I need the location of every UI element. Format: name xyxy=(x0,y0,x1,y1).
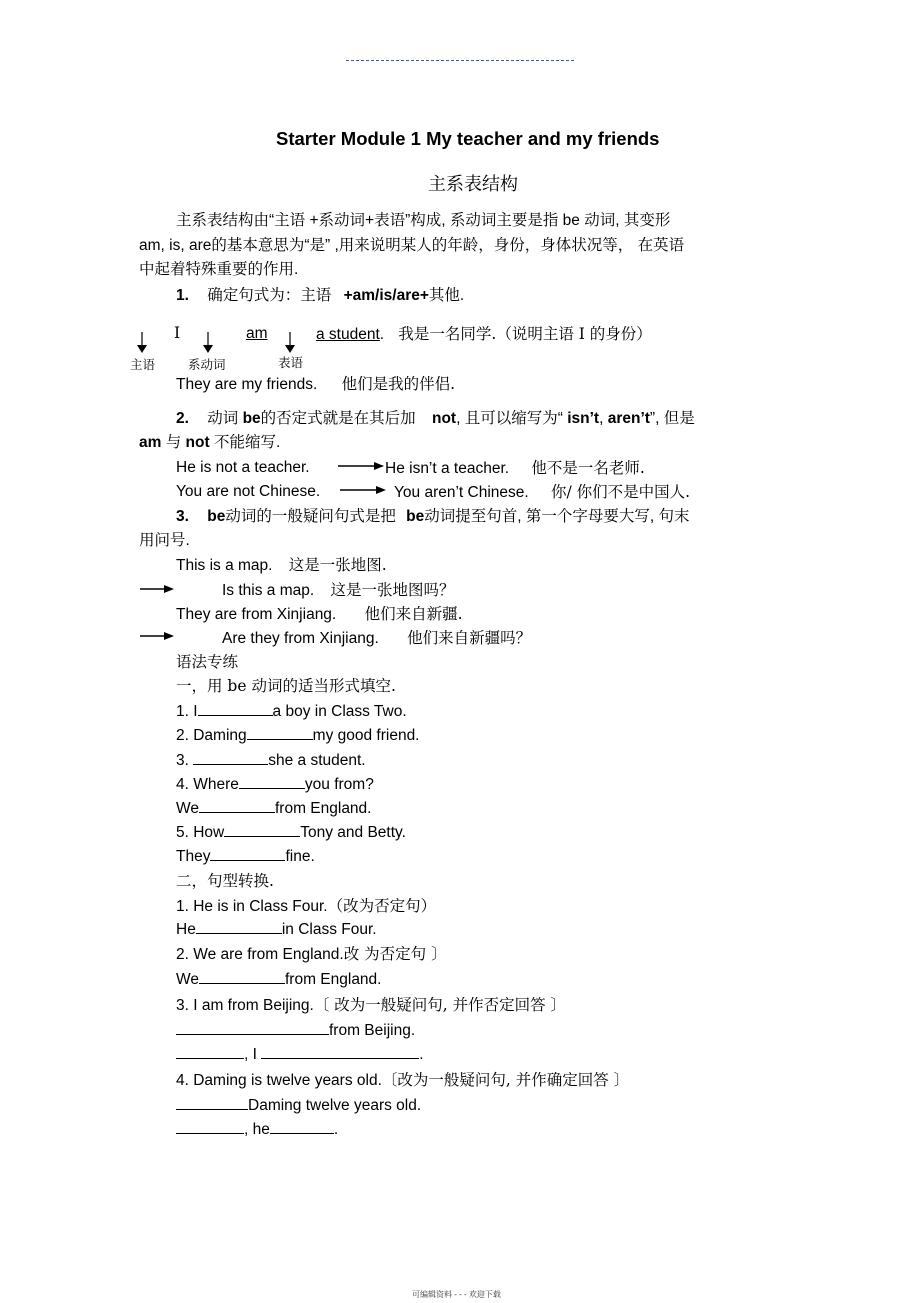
fill-blank[interactable] xyxy=(199,982,285,984)
practice-heading: 语法专练 xyxy=(176,653,239,671)
point-2-line-1 xyxy=(176,410,695,429)
transform-q1-text: 1. He is in Class Four. xyxy=(176,898,328,915)
transform-q3-answer-2 xyxy=(176,1046,424,1065)
transform-q4-note: 〔改为一般疑问句, 并作确定回答 〕 xyxy=(381,1071,630,1089)
example-2-english: They are my friends. xyxy=(176,376,318,393)
point-3-example-2 xyxy=(176,605,463,625)
point-2-keyword-not: not xyxy=(432,410,457,427)
point-2-example-1-contracted: He isn’t a teacher. xyxy=(385,460,510,477)
practice-section-1-heading: 一，用 be 动词的适当形式填空. xyxy=(176,677,396,695)
exercise-prefix: 1. I xyxy=(176,703,198,720)
point-2-text: ”, 但是 xyxy=(649,410,695,427)
point-2-keyword-arent: aren’t xyxy=(607,410,650,427)
exercise-suffix: fine. xyxy=(285,848,315,865)
exercise-suffix: a boy in Class Two. xyxy=(272,703,407,720)
point-3-text: 动词提至句首, 第一个字母要大写, 句末 xyxy=(424,508,690,525)
transform-q4-answer-2 xyxy=(176,1121,338,1140)
point-3-example-1 xyxy=(176,556,387,576)
transform-q3-note: 〔 改为一般疑问句, 并作否定回答 〕 xyxy=(313,996,567,1014)
fill-blank[interactable] xyxy=(193,763,268,765)
point-2-text: , 且可以缩写为“ xyxy=(456,410,563,427)
answer-middle: , he xyxy=(244,1121,270,1138)
answer-prefix: He xyxy=(176,921,196,938)
exercise-prefix: 3. xyxy=(176,752,194,769)
transform-q2-text: 2. We are from England. xyxy=(176,946,344,963)
header-dashed-rule xyxy=(346,60,574,61)
fill-blank[interactable] xyxy=(176,1108,248,1110)
exercise-prefix: They xyxy=(176,848,211,865)
transform-q2-answer xyxy=(176,971,381,990)
fill-blank[interactable] xyxy=(176,1132,244,1134)
fill-blank[interactable] xyxy=(198,714,273,716)
point-2-keyword-not: not xyxy=(185,434,210,451)
point-3-example-1-chinese: 这是一张地图. xyxy=(288,556,387,574)
point-2-text: 与 xyxy=(165,434,182,451)
transform-q4-text: 4. Daming is twelve years old. xyxy=(176,1072,382,1089)
exercise-prefix: We xyxy=(176,800,199,817)
point-3-example-1q-english: Is this a map. xyxy=(222,582,315,599)
point-1-text-c: 其他. xyxy=(428,287,465,304)
point-2-text: 的否定式就是在其后加 xyxy=(260,410,416,427)
label-predicative: 表语 xyxy=(278,355,304,370)
transform-q2-note: 改 为否定句 〕 xyxy=(343,945,447,963)
point-3-line-2: 用问号. xyxy=(139,532,190,549)
point-2-text: 不能缩写. xyxy=(213,434,281,451)
transform-q2 xyxy=(176,945,447,965)
exercise-1-1 xyxy=(176,703,407,722)
exercise-1-4b xyxy=(176,800,371,819)
point-3-keyword-be: be xyxy=(406,508,425,525)
exercise-suffix: my good friend. xyxy=(312,727,420,744)
example-2-line xyxy=(176,375,455,395)
point-3-example-2-english: They are from Xinjiang. xyxy=(176,606,337,623)
point-3-keyword-be: be xyxy=(207,508,226,525)
example-1-object: a student xyxy=(316,326,380,343)
fill-blank[interactable] xyxy=(239,787,305,789)
point-2-text: , xyxy=(599,410,608,427)
point-2-example-1-to xyxy=(385,459,645,479)
transform-q1-answer xyxy=(176,921,377,940)
section-subtitle: 主系表结构 xyxy=(428,174,518,195)
example-1-predicative xyxy=(316,325,652,345)
exercise-prefix: 2. Daming xyxy=(176,727,247,744)
point-3-example-1-english: This is a map. xyxy=(176,557,273,574)
point-1-number: 1. xyxy=(176,287,189,304)
point-2-example-2-contracted: You aren’t Chinese. xyxy=(394,484,529,501)
exercise-suffix: you from? xyxy=(304,776,374,793)
arrow-down-icon xyxy=(284,332,296,354)
point-1-text-a: 确定句式为：主语 xyxy=(207,287,332,304)
intro-line-3: 中起着特殊重要的作用. xyxy=(139,261,299,278)
exercise-suffix: Tony and Betty. xyxy=(300,824,406,841)
point-3-example-1-question xyxy=(222,581,455,601)
answer-suffix: Daming twelve years old. xyxy=(248,1097,422,1114)
answer-prefix: We xyxy=(176,971,199,988)
intro-line-2: am, is, are的基本意思为“是” ,用来说明某人的年龄，身份，身体状况等， 在英语 xyxy=(139,237,685,254)
page-title: Starter Module 1 My teacher and my friends xyxy=(276,128,660,149)
exercise-suffix: from England. xyxy=(274,800,372,817)
exercise-prefix: 4. Where xyxy=(176,776,239,793)
example-2-chinese: 他们是我的伴侣. xyxy=(341,375,456,393)
label-linking-verb: 系动词 xyxy=(188,357,226,372)
transform-q1-note: （改为否定句） xyxy=(327,897,437,915)
fill-blank[interactable] xyxy=(176,1033,329,1035)
fill-blank[interactable] xyxy=(196,932,282,934)
transform-q3 xyxy=(176,996,566,1016)
transform-q3-answer-1 xyxy=(176,1022,415,1041)
point-3-text: 动词的一般疑问句式是把 xyxy=(225,508,396,525)
arrow-right-icon xyxy=(140,584,186,594)
exercise-1-4 xyxy=(176,776,374,795)
point-2-line-2 xyxy=(139,434,280,453)
point-2-number: 2. xyxy=(176,410,189,427)
answer-suffix: . xyxy=(419,1046,424,1063)
exercise-1-3 xyxy=(176,752,366,771)
point-3-example-2-chinese: 他们来自新疆. xyxy=(364,605,463,623)
intro-line-1: 主系表结构由“主语 +系动词+表语”构成, 系动词主要是指 be 动词, 其变形 xyxy=(176,212,671,229)
example-1-chinese: 我是一名同学.（说明主语 I 的身份） xyxy=(398,325,652,343)
answer-middle: , I xyxy=(244,1046,257,1063)
point-3-example-2q-chinese: 他们来自新疆吗？ xyxy=(407,629,532,647)
fill-blank[interactable] xyxy=(270,1132,334,1134)
answer-suffix: . xyxy=(333,1121,339,1138)
point-3-example-1q-chinese: 这是一张地图吗？ xyxy=(330,581,455,599)
point-3-example-2q-english: Are they from Xinjiang. xyxy=(222,630,379,647)
answer-suffix: in Class Four. xyxy=(281,921,377,938)
arrow-right-icon xyxy=(140,631,186,641)
arrow-right-icon xyxy=(340,485,386,495)
practice-section-2-heading: 二，句型转换. xyxy=(176,872,274,890)
arrow-down-icon xyxy=(202,332,214,354)
exercise-prefix: 5. How xyxy=(176,824,225,841)
point-3-number: 3. xyxy=(176,508,189,525)
fill-blank[interactable] xyxy=(261,1057,419,1059)
example-1-period: . xyxy=(379,326,385,343)
point-2-example-1-chinese: 他不是一名老师. xyxy=(531,459,645,477)
fill-blank[interactable] xyxy=(199,811,275,813)
transform-q1 xyxy=(176,897,436,917)
transform-q4-answer-1 xyxy=(176,1097,421,1116)
answer-suffix: from England. xyxy=(284,971,382,988)
fill-blank[interactable] xyxy=(210,859,285,861)
transform-q4 xyxy=(176,1071,629,1091)
point-2-keyword-am: am xyxy=(139,434,162,451)
point-3-line-1 xyxy=(176,508,690,527)
point-2-example-2-to xyxy=(394,483,690,503)
point-3-example-2-question xyxy=(222,629,531,649)
point-1-text-b: +am/is/are+ xyxy=(343,287,429,304)
arrow-down-icon xyxy=(136,332,148,354)
answer-suffix: from Beijing. xyxy=(329,1022,416,1039)
exercise-1-2 xyxy=(176,727,420,746)
example-1-subject: I xyxy=(174,324,181,342)
point-2-example-2-chinese: 你/ 你们不是中国人. xyxy=(551,483,691,501)
transform-q3-text: 3. I am from Beijing. xyxy=(176,997,314,1014)
example-1-verb: am xyxy=(246,325,268,342)
point-2-example-1-from: He is not a teacher. xyxy=(176,459,310,476)
fill-blank[interactable] xyxy=(176,1057,244,1059)
exercise-suffix: she a student. xyxy=(268,752,366,769)
point-2-keyword-be: be xyxy=(242,410,261,427)
exercise-1-5 xyxy=(176,824,406,843)
page-footer: 可编辑资料 - - - 欢迎下载 xyxy=(412,1290,501,1299)
point-2-example-2-from: You are not Chinese. xyxy=(176,483,321,500)
point-2-keyword-isnt: isn’t xyxy=(567,410,600,427)
point-1-line xyxy=(176,287,464,306)
arrow-right-icon xyxy=(338,461,384,471)
point-2-text: 动词 xyxy=(207,410,239,427)
fill-blank[interactable] xyxy=(224,835,300,837)
fill-blank[interactable] xyxy=(247,738,313,740)
exercise-1-5b xyxy=(176,848,315,867)
label-subject: 主语 xyxy=(130,357,156,372)
